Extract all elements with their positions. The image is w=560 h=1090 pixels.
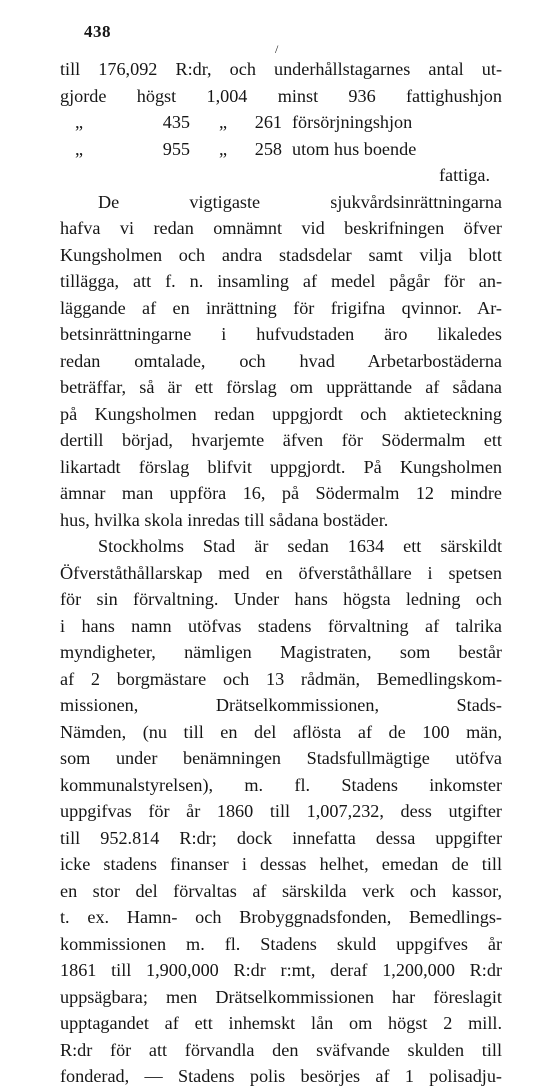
text-line: t. ex. Hamn- och Brobyggnadsfonden, Bemedlings- (60, 907, 502, 927)
table-cell: utom hus boende (292, 138, 417, 159)
text-line: myndigheter, nämligen Magistraten, som består (60, 642, 502, 662)
text-line: en stor del förvaltas af särskilda verk och kassor, (60, 880, 502, 901)
table-cell: 258 (254, 138, 282, 159)
text-line: likartadt förslag blifvit uppgjordt. På Kungsholmen (60, 456, 502, 477)
text-line: icke stadens finanser i dessas helhet, emedan de till (60, 854, 502, 874)
text-line: redan omtalade, och hvad Arbetarbostäderna (60, 350, 502, 371)
text-line: upptagandet af ett inhemskt lån om högst 2 mill. (60, 1013, 502, 1033)
text-line: hus, hvilka skola inredas till sådana bostäder. (60, 509, 389, 530)
table-cell: 261 (254, 112, 282, 132)
page-number: 438 (84, 22, 111, 41)
table-cell: försörjningshjon (292, 112, 413, 132)
text-line: dertill börjad, hvarjemte äfven för Södermalm ett (60, 430, 502, 450)
table-cell: 955 (162, 138, 190, 159)
table-row (60, 136, 502, 163)
text-line: beträffar, så är ett förslag om upprättande af sådana (60, 377, 502, 397)
text-line: läggande af en inrättning för frigifna qvinnor. Ar- (60, 297, 502, 318)
text-line: R:dr för att förvandla den sväfvande skulden till (60, 1039, 502, 1060)
stray-mark: / (275, 42, 279, 56)
text-line: i hans namn utöfvas stadens förvaltning af talrika (60, 615, 502, 636)
text-line: på Kungsholmen redan uppgjordt och aktieteckning (60, 403, 502, 424)
text-line: De vigtigaste sjukvårdsinrättningarna (98, 191, 502, 212)
text-line: 1861 till 1,900,000 R:dr r:mt, deraf 1,200,000 R:dr (60, 960, 502, 980)
text-line: Öfverståthållarskap med en öfverståthållare i spetsen (60, 562, 502, 583)
table-row (60, 109, 502, 136)
text-line: kommissionen m. fl. Stadens skuld uppgifves år (60, 933, 502, 954)
text-line: Kungsholmen och andra stadsdelar samt vilja blott (60, 244, 502, 265)
ditto-mark: „ (218, 112, 228, 132)
text-line: uppsägbara; men Drätselkommissionen har föreslagit (60, 986, 502, 1007)
ditto-mark: „ (74, 112, 84, 132)
text-line: tillägga, att f. n. insamling af medel pågår för an- (60, 271, 502, 291)
text-line: missionen, Drätselkommissionen, Stads- (60, 695, 502, 715)
ditto-mark: „ (74, 138, 84, 159)
text-line: ämnar man uppföra 16, på Södermalm 12 mindre (60, 483, 502, 503)
text-line: uppgifvas för år 1860 till 1,007,232, dess utgifter (60, 801, 502, 821)
book-page (60, 0, 502, 1086)
text-line: som under benämningen Stadsfullmägtige utöfva (60, 748, 502, 768)
text-line: gjorde högst 1,004 minst 936 fattighushjon (60, 85, 502, 106)
text-line: till 952.814 R:dr; dock innefatta dessa uppgifter (60, 827, 502, 848)
text-line: af 2 borgmästare och 13 rådmän, Bemedlingskom- (60, 668, 502, 689)
table-cell: 435 (162, 112, 190, 132)
text-line: fonderad, — Stadens polis besörjes af 1 polisadju- (60, 1066, 502, 1086)
text-line: betsinrättningarne i hufvudstaden äro likaledes (60, 324, 502, 344)
text-line: Stockholms Stad är sedan 1634 ett särskildt (98, 536, 502, 556)
ditto-mark: „ (218, 138, 228, 159)
text-line: kommunalstyrelsen), m. fl. Stadens inkomster (60, 774, 502, 795)
text-line: hafva vi redan omnämnt vid beskrifningen öfver (60, 218, 502, 238)
text-line: till 176,092 R:dr, och underhållstagarnes antal ut- (60, 59, 502, 79)
text-line: fattiga. (438, 165, 490, 185)
body-text (60, 56, 502, 1090)
text-line: för sin förvaltning. Under hans högsta ledning och (60, 589, 502, 609)
text-line: Nämden, (nu till en del aflösta af de 100 män, (60, 721, 502, 742)
